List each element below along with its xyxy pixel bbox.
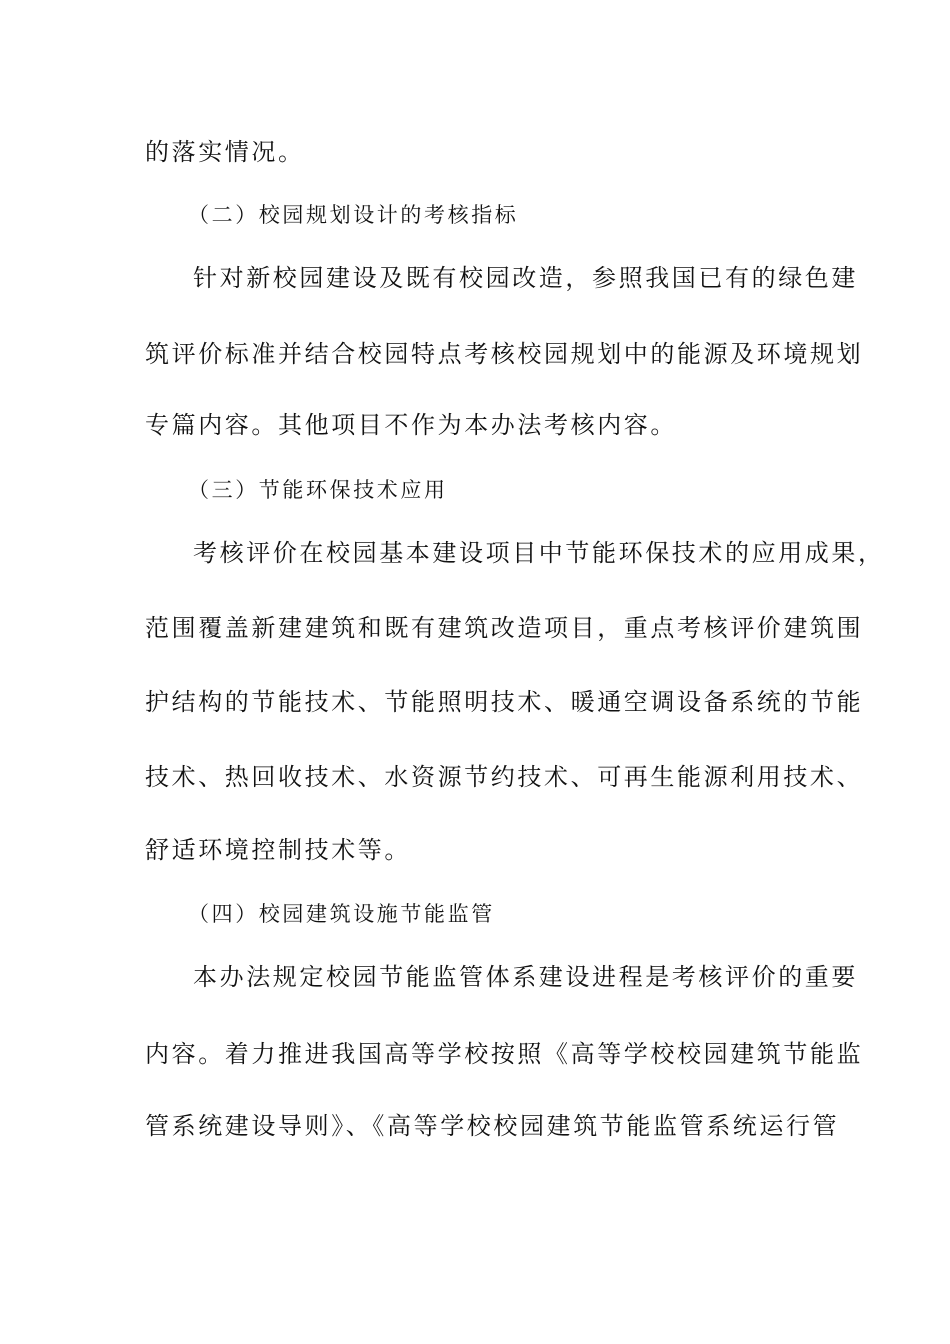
paragraph-line: 范围覆盖新建建筑和既有建筑改造项目，重点考核评价建筑围: [145, 614, 864, 642]
paragraph-line: 针对新校园建设及既有校园改造，参照我国已有的绿色建: [193, 264, 858, 292]
paragraph-line: 本办法规定校园节能监管体系建设进程是考核评价的重要: [193, 963, 858, 991]
paragraph-line: 考核评价在校园基本建设项目中节能环保技术的应用成果，: [193, 539, 885, 567]
paragraph-line: 专篇内容。其他项目不作为本办法考核内容。: [145, 411, 677, 439]
section-heading: （二）校园规划设计的考核指标: [188, 203, 519, 227]
paragraph-line: 筑评价标准并结合校园特点考核校园规划中的能源及环境规划: [145, 340, 864, 368]
section-heading: （四）校园建筑设施节能监管: [188, 902, 495, 926]
paragraph-line: 技术、热回收技术、水资源节约技术、可再生能源利用技术、: [145, 763, 864, 791]
section-heading: （三）节能环保技术应用: [188, 478, 448, 502]
paragraph-line: 舒适环境控制技术等。: [145, 836, 411, 864]
paragraph-line: 的落实情况。: [145, 138, 305, 166]
paragraph-line: 内容。着力推进我国高等学校按照《高等学校校园建筑节能监: [145, 1040, 864, 1068]
paragraph-line: 护结构的节能技术、节能照明技术、暖通空调设备系统的节能: [145, 688, 864, 716]
paragraph-line: 管系统建设导则》、《高等学校校园建筑节能监管系统运行管: [145, 1112, 840, 1140]
